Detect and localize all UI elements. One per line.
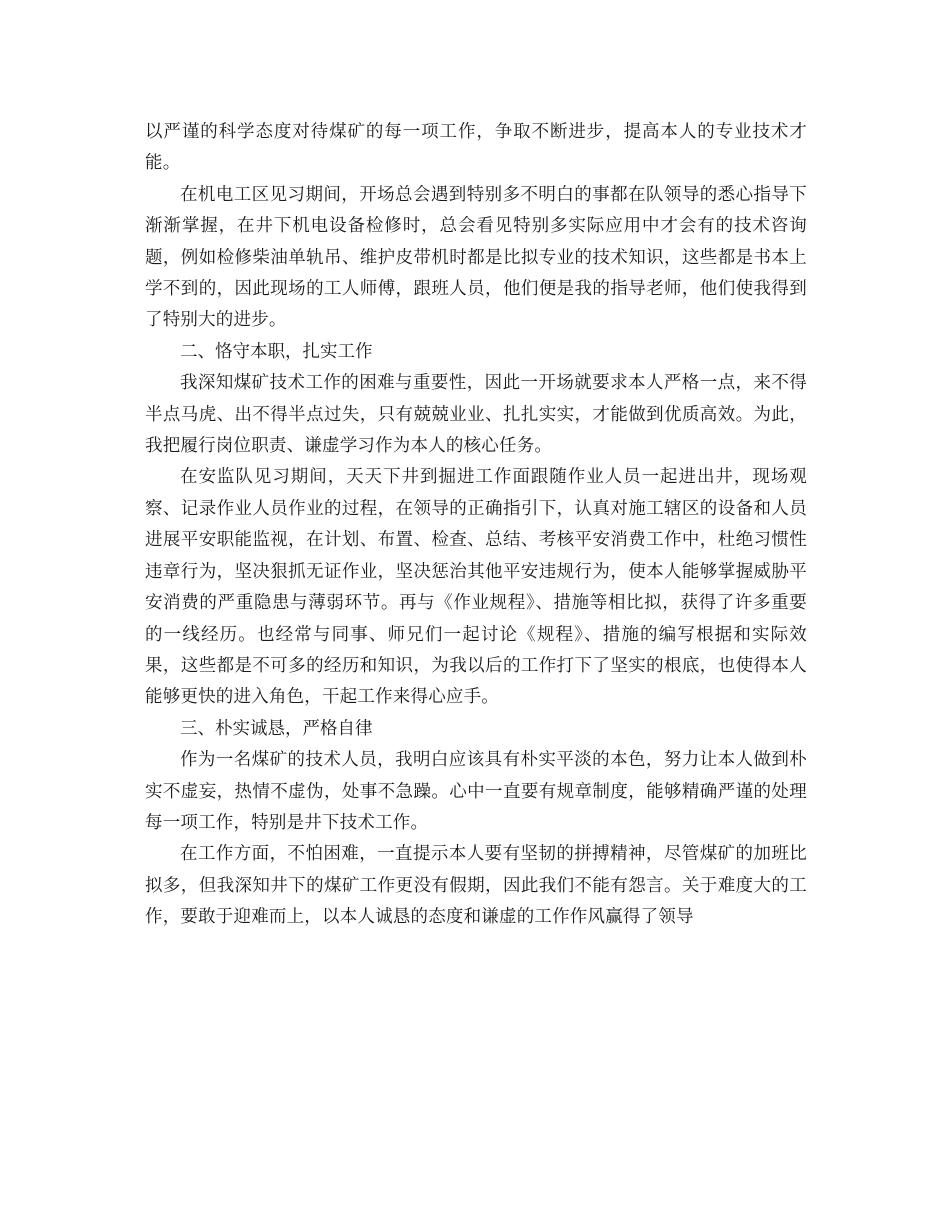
paragraph-safety-internship: 在安监队见习期间，天天下井到掘进工作面跟随作业人员一起进出井，现场观察、记录作业人员作业的过程，在领导的正确指引下，认真对施工辖区的设备和人员进展平安职能监视，在计划、布置、检查、总结、考核平安消费工作中，杜绝习惯性违章行为，坚决狠抓无证作业，坚决惩治其他平安违规行为，使本人能够掌握威胁平安消费的严重隐患与薄弱环节。再与《作业规程》、措施等相比拟，获得了许多重要的一线经历。也经常与同事、师兄们一起讨论《规程》、措施的编写根据和实际效果，这些都是不可多的经历和知识，为我以后的工作打下了坚实的根底，也使得本人能够更快的进入角色，干起工作来得心应手。 [145,467,807,708]
document-body [145,117,807,934]
section-heading-3: 三、朴实诚恳，严格自律 [180,718,373,739]
paragraph-technician-character: 作为一名煤矿的技术人员，我明白应该具有朴实平淡的本色，努力让本人做到朴实不虚妄，热情不虚伪，处事不急躁。心中一直要有规章制度，能够精确严谨的处理每一项工作，特别是井下技术工作。 [145,750,807,833]
section-heading-2: 二、恪守本职，扎实工作 [180,341,373,362]
paragraph-work-attitude: 在工作方面，不怕困难，一直提示本人要有坚韧的拼搏精神，尽管煤矿的加班比拟多，但我深知井下的煤矿工作更没有假期，因此我们不能有怨言。关于难度大的工作，要敢于迎难而上，以本人诚恳的态度和谦虚的工作作风赢得了领导 [145,844,807,928]
paragraph-continuation: 以严谨的科学态度对待煤矿的每一项工作，争取不断进步，提高本人的专业技术才能。 [145,122,807,174]
paragraph-electromechanical-internship: 在机电工区见习期间，开场总会遇到特别多不明白的事都在队领导的悉心指导下渐渐掌握，在井下机电设备检修时，总会看见特别多实际应用中才会有的技术咨询题，例如检修柴油单轨吊、维护皮带机时都是比拟专业的技术知识，这些都是书本上学不到的，因此现场的工人师傅，跟班人员，他们便是我的指导老师，他们使我得到了特别大的进步。 [145,184,807,331]
paragraph-technical-work: 我深知煤矿技术工作的困难与重要性，因此一开场就要求本人严格一点，来不得半点马虎、出不得半点过失，只有兢兢业业、扎扎实实，才能做到优质高效。为此，我把履行岗位职责、谦虚学习作为本人的核心任务。 [145,373,807,457]
